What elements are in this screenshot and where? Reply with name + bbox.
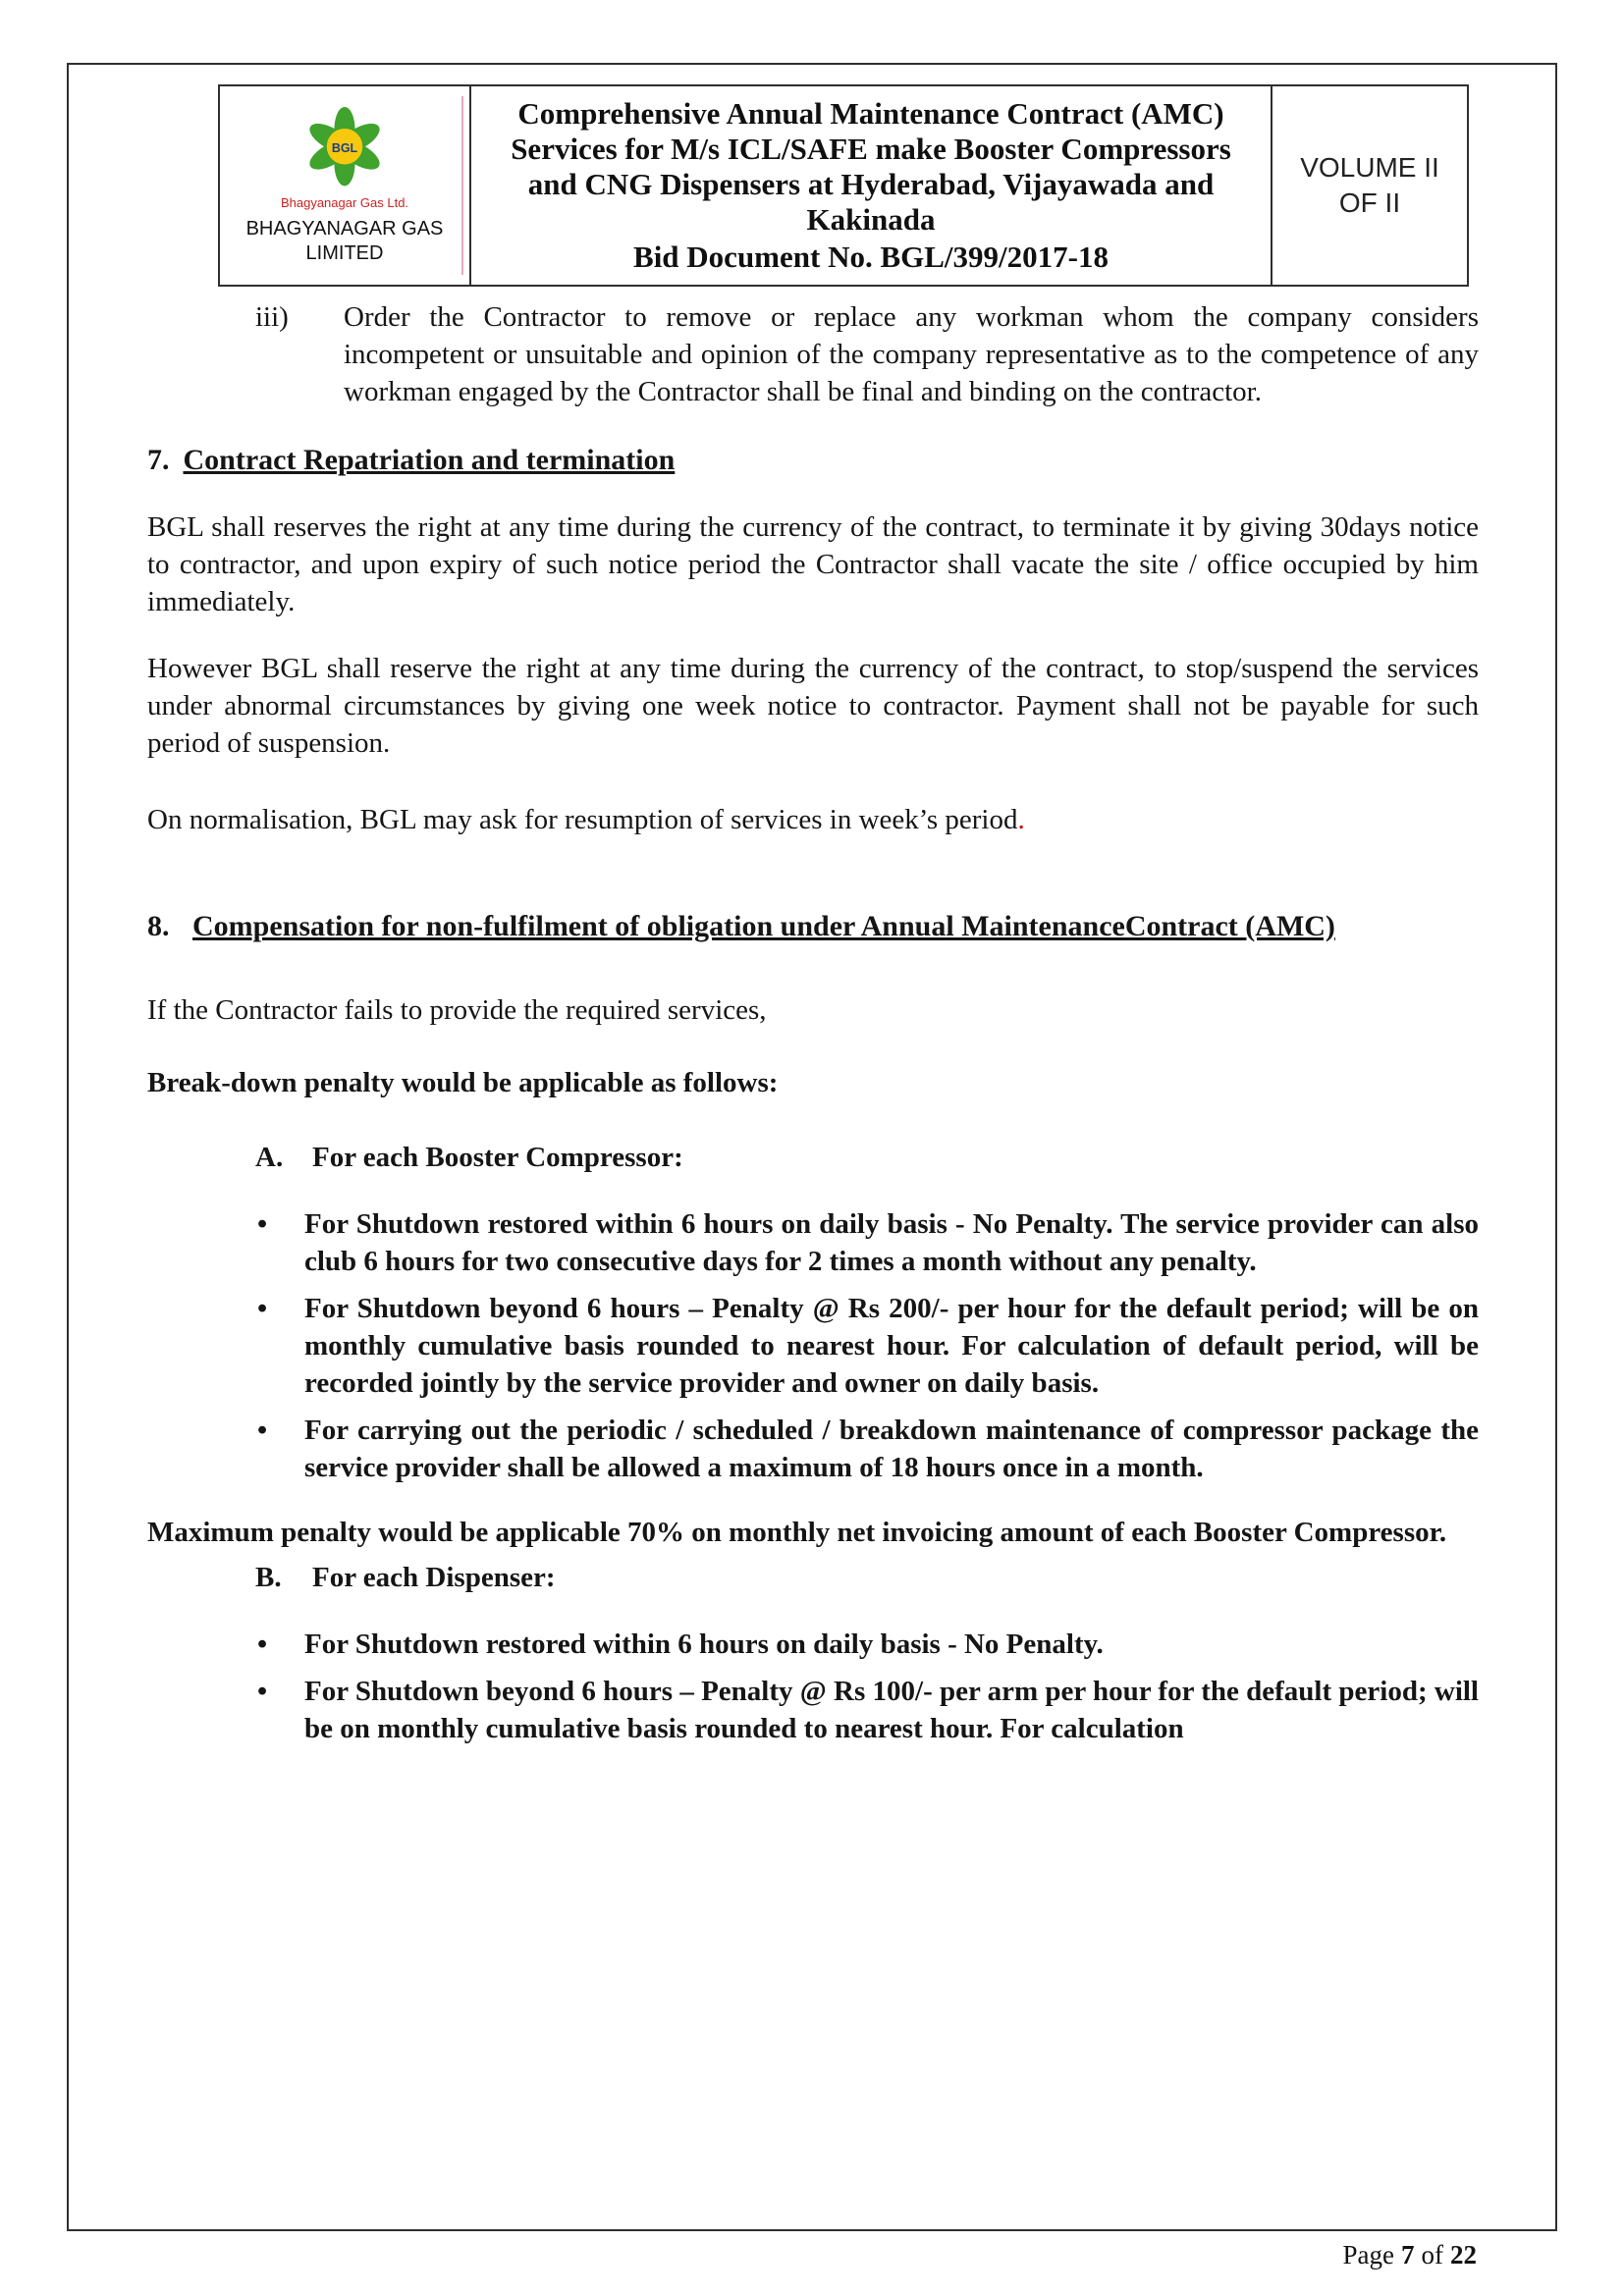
bullet-icon: • bbox=[257, 1415, 268, 1446]
bid-document-number: Bid Document No. BGL/399/2017-18 bbox=[633, 240, 1109, 274]
volume-cell bbox=[1272, 84, 1469, 287]
paragraph-suspend: However BGL shall reserve the right at any time during the currency of the contract, to stop/suspend the services under abnormal circumstances by giving one week notice to contractor. Payment shall not be payable for such period of suspension. bbox=[147, 653, 1479, 759]
paragraph-resumption bbox=[147, 801, 1479, 838]
bullet-icon: • bbox=[257, 1676, 268, 1707]
bullet-icon: • bbox=[257, 1629, 268, 1660]
logo-cell-divider bbox=[461, 96, 463, 275]
list-b-bullets bbox=[147, 1626, 1479, 1747]
bullet-text: For Shutdown beyond 6 hours – Penalty @ Rs 100/- per arm per hour for the default period; will be on monthly cumulative basis rounded to nearest hour. For calculation bbox=[304, 1676, 1479, 1744]
bullet-text: For carrying out the periodic / scheduled / breakdown maintenance of compressor package the service provider shall be allowed a maximum of 18 hours once in a month. bbox=[304, 1415, 1479, 1483]
list-item bbox=[147, 1205, 1479, 1280]
list-item-iii-label: iii) bbox=[255, 301, 289, 333]
list-b-title: For each Dispenser: bbox=[312, 1562, 556, 1593]
bullet-text: For Shutdown beyond 6 hours – Penalty @ Rs 200/- per hour for the default period; will be on monthly cumulative basis rounded to nearest hour. For calculation of default period, will be recorded jointly by the service provider and owner on daily basis. bbox=[304, 1293, 1479, 1399]
bullet-icon: • bbox=[257, 1293, 268, 1324]
section-7-heading bbox=[147, 442, 1479, 479]
paragraph-penalty-intro: Break-down penalty would be applicable as follows: bbox=[147, 1067, 779, 1098]
list-item-iii bbox=[147, 298, 1479, 410]
section-8-number: 8. bbox=[147, 910, 170, 942]
list-a-bullets bbox=[147, 1205, 1479, 1486]
list-item bbox=[147, 1626, 1479, 1663]
paragraph-terminate: BGL shall reserves the right at any time during the currency of the contract, to terminate it by giving 30days notice to contractor, and upon expiry of such notice period the Contractor shall vacate the site / office occupied by him immediately. bbox=[147, 511, 1479, 617]
bullet-icon: • bbox=[257, 1208, 268, 1240]
footer-of: of bbox=[1421, 2240, 1443, 2269]
footer-prefix: Page bbox=[1342, 2240, 1394, 2269]
volume-label-line2: OF II bbox=[1338, 187, 1401, 218]
logo-brand-text: BGL bbox=[331, 141, 358, 155]
list-item-iii-text: Order the Contractor to remove or replace any workman whom the company considers incompetent or unsuitable and opinion of the company representative as to the competence of any workman engaged by the Contractor shall be final and binding on the contractor. bbox=[344, 301, 1479, 407]
paragraph-intro: If the Contractor fails to provide the required services, bbox=[147, 994, 767, 1026]
page-content bbox=[147, 84, 1479, 1757]
list-item bbox=[147, 1290, 1479, 1402]
title-cell bbox=[471, 84, 1272, 287]
header-table bbox=[218, 84, 1469, 287]
list-b-label: B. bbox=[255, 1562, 282, 1593]
section-7-number: 7. bbox=[147, 444, 170, 476]
footer-total-pages: 22 bbox=[1450, 2240, 1477, 2269]
paragraph-max-penalty: Maximum penalty would be applicable 70% on monthly net invoicing amount of each Booster Compressor. bbox=[147, 1517, 1447, 1548]
section-8-title: Compensation for non-fulfilment of obligation under Annual MaintenanceContract (AMC) bbox=[192, 910, 1335, 942]
volume-label-line1: VOLUME II bbox=[1300, 152, 1439, 183]
list-b-heading bbox=[147, 1559, 1479, 1596]
bgl-logo-icon bbox=[296, 105, 394, 199]
list-a-title: For each Booster Compressor: bbox=[312, 1142, 683, 1173]
paragraph-resumption-text: On normalisation, BGL may ask for resumption of services in week’s period bbox=[147, 804, 1018, 835]
list-a-label: A. bbox=[255, 1142, 284, 1173]
section-7-title: Contract Repatriation and termination bbox=[183, 444, 676, 476]
logo-brand-subtext: Bhagyanagar Gas Ltd. bbox=[280, 195, 409, 210]
footer-page-number: 7 bbox=[1401, 2240, 1415, 2269]
logo-cell bbox=[218, 84, 471, 287]
bullet-text: For Shutdown restored within 6 hours on daily basis - No Penalty. bbox=[304, 1629, 1104, 1660]
paragraph-resumption-period: . bbox=[1017, 804, 1025, 835]
page-footer bbox=[1343, 2240, 1477, 2270]
list-a-heading bbox=[147, 1139, 1479, 1176]
document-body bbox=[147, 298, 1479, 1747]
section-8-heading bbox=[147, 907, 1479, 946]
company-name: BHAGYANAGAR GAS LIMITED bbox=[245, 218, 444, 264]
document-title: Comprehensive Annual Maintenance Contract (AMC) Services for M/s ICL/SAFE make Booster Compressors and CNG Dispensers at Hyderabad, Vijayawada and Kakinada bbox=[511, 96, 1231, 237]
list-item bbox=[147, 1673, 1479, 1747]
bullet-text: For Shutdown restored within 6 hours on daily basis - No Penalty. The service provider can also club 6 hours for two consecutive days for 2 times a month without any penalty. bbox=[304, 1208, 1479, 1277]
list-item bbox=[147, 1412, 1479, 1486]
